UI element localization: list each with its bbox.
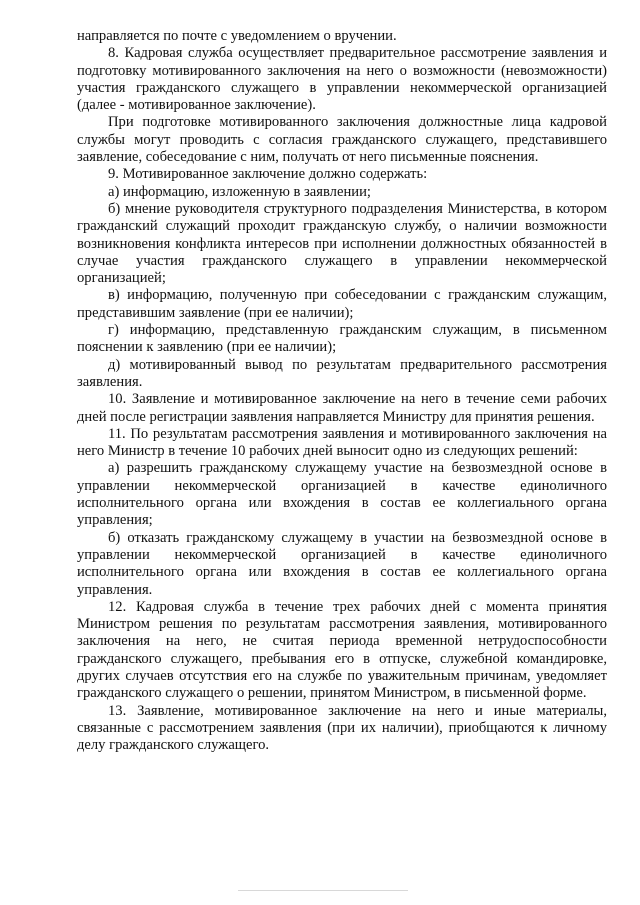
- paragraph-9-d: д) мотивированный вывод по результатам предварительного рассмотрения заявления.: [77, 356, 607, 390]
- paragraph-9: 9. Мотивированное заключение должно содержать:: [108, 166, 428, 183]
- paragraph-9-a: а) информацию, изложенную в заявлении;: [108, 183, 371, 200]
- paragraph-9-g: г) информацию, представленную гражданским служащим, в письменном пояснении к заявлению (при ее наличии);: [77, 322, 607, 356]
- document-body: [77, 28, 607, 754]
- paragraph-12: 12. Кадровая служба в течение трех рабочих дней с момента принятия Министром решения по результатам рассмотрения заявления, мотивированного заключения на него, не считая периода временной нетрудоспособности гражданского служащего, пребывания его в отпуске, служебной командировке, других случаев отсутствия его на службе по уважительным причинам, уведомляет гражданского служащего о решении, принятом Министром, в письменной форме.: [77, 598, 607, 702]
- paragraph-8-interview: При подготовке мотивированного заключения должностные лица кадровой службы могут проводить с согласия гражданского служащего, представившего заявление, собеседование с ним, получать от него письменные пояснения.: [77, 114, 607, 166]
- paragraph-11-b: б) отказать гражданскому служащему в участии на безвозмездной основе в управлении некоммерческой организацией в качестве единоличного исполнительного органа или вхождения в состав ее коллегиального органа управления.: [77, 529, 607, 598]
- paragraph-11-a: а) разрешить гражданскому служащему участие на безвозмездной основе в управлении некоммерческой организацией в качестве единоличного исполнительного органа или вхождения в состав ее коллегиального органа управления;: [77, 460, 607, 529]
- paragraph-9-b: б) мнение руководителя структурного подразделения Министерства, в котором гражданский служащий проходит гражданскую службу, о наличии возможности возникновения конфликта интересов при исполнении должностных обязанностей в случае участия гражданского служащего в управлении некоммерческой организацией;: [77, 200, 607, 287]
- scan-edge-line: [238, 890, 408, 891]
- paragraph-10: 10. Заявление и мотивированное заключение на него в течение семи рабочих дней после регистрации заявления направляется Министру для принятия решения.: [77, 391, 607, 425]
- paragraph-13: 13. Заявление, мотивированное заключение на него и иные материалы, связанные с рассмотрением заявления (при их наличии), приобщаются к личному делу гражданского служащего.: [77, 702, 607, 754]
- paragraph-9-v: в) информацию, полученную при собеседовании с гражданским служащим, представившим заявление (при ее наличии);: [77, 287, 607, 321]
- paragraph-8: 8. Кадровая служба осуществляет предварительное рассмотрение заявления и подготовку мотивированного заключения на него о возможности (невозможности) участия гражданского служащего в управлении некоммерческой организацией (далее - мотивированное заключение).: [77, 45, 607, 114]
- paragraph-delivery-note: направляется по почте с уведомлением о вручении.: [77, 28, 397, 44]
- paragraph-11: 11. По результатам рассмотрения заявления и мотивированного заключения на него Министр в течение 10 рабочих дней выносит одно из следующих решений:: [77, 425, 607, 460]
